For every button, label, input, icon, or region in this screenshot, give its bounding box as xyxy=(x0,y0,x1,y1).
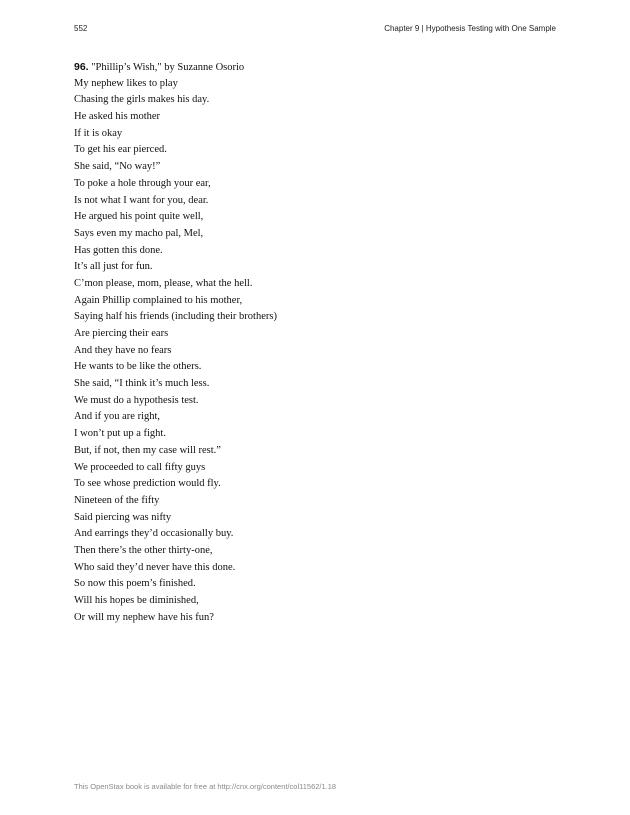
problem-heading xyxy=(74,59,554,76)
poem-line: We must do a hypothesis test. xyxy=(74,394,199,406)
poem-line: So now this poem’s finished. xyxy=(74,578,196,590)
poem-line: If it is okay xyxy=(74,127,123,139)
poem-line: Said piercing was nifty xyxy=(74,511,172,523)
poem-line: Says even my macho pal, Mel, xyxy=(74,227,204,239)
poem-line: We proceeded to call fifty guys xyxy=(74,461,206,473)
poem-line: He argued his point quite well, xyxy=(74,211,204,223)
page-number: 552 xyxy=(74,24,88,33)
poem-line: He asked his mother xyxy=(74,111,161,123)
poem-line: She said, “No way!” xyxy=(74,161,161,173)
poem-body xyxy=(74,76,554,627)
poem-line: He wants to be like the others. xyxy=(74,361,202,373)
poem-line: Saying half his friends (including their brothers) xyxy=(74,311,277,323)
poem-line: To get his ear pierced. xyxy=(74,144,167,156)
poem-line: She said, “I think it’s much less. xyxy=(74,378,210,390)
poem-line: And if you are right, xyxy=(74,411,161,423)
poem-line: Is not what I want for you, dear. xyxy=(74,194,209,206)
poem-line: And earrings they’d occasionally buy. xyxy=(74,528,234,540)
problem-block xyxy=(74,59,554,626)
poem-line: It’s all just for fun. xyxy=(74,261,153,273)
poem-line: And they have no fears xyxy=(74,344,172,356)
poem-line: Who said they’d never have this done. xyxy=(74,561,236,573)
problem-number: 96. xyxy=(74,61,89,73)
poem-line: Chasing the girls makes his day. xyxy=(74,94,210,106)
poem-line: Then there’s the other thirty-one, xyxy=(74,544,213,556)
poem-line: Are piercing their ears xyxy=(74,328,169,339)
poem-line: I won’t put up a fight. xyxy=(74,428,166,440)
running-header: Chapter 9 | Hypothesis Testing with One Sample xyxy=(384,24,556,33)
poem-line: But, if not, then my case will rest.” xyxy=(74,444,221,456)
poem-line: Again Phillip complained to his mother, xyxy=(74,294,243,306)
poem-line: Has gotten this done. xyxy=(74,244,163,256)
poem-line: C’mon please, mom, please, what the hell. xyxy=(74,277,253,289)
poem-line: To poke a hole through your ear, xyxy=(74,177,211,189)
poem-line: To see whose prediction would fly. xyxy=(74,478,221,490)
poem-title: "Phillip’s Wish," by Suzanne Osorio xyxy=(91,62,245,73)
poem-line: Or will my nephew have his fun? xyxy=(74,611,214,623)
poem-line: My nephew likes to play xyxy=(74,77,178,89)
poem-line: Nineteen of the fifty xyxy=(74,494,160,506)
footer-note: This OpenStax book is available for free at http://cnx.org/content/col11562/1.18 xyxy=(74,782,337,791)
poem-line: Will his hopes be diminished, xyxy=(74,595,199,606)
